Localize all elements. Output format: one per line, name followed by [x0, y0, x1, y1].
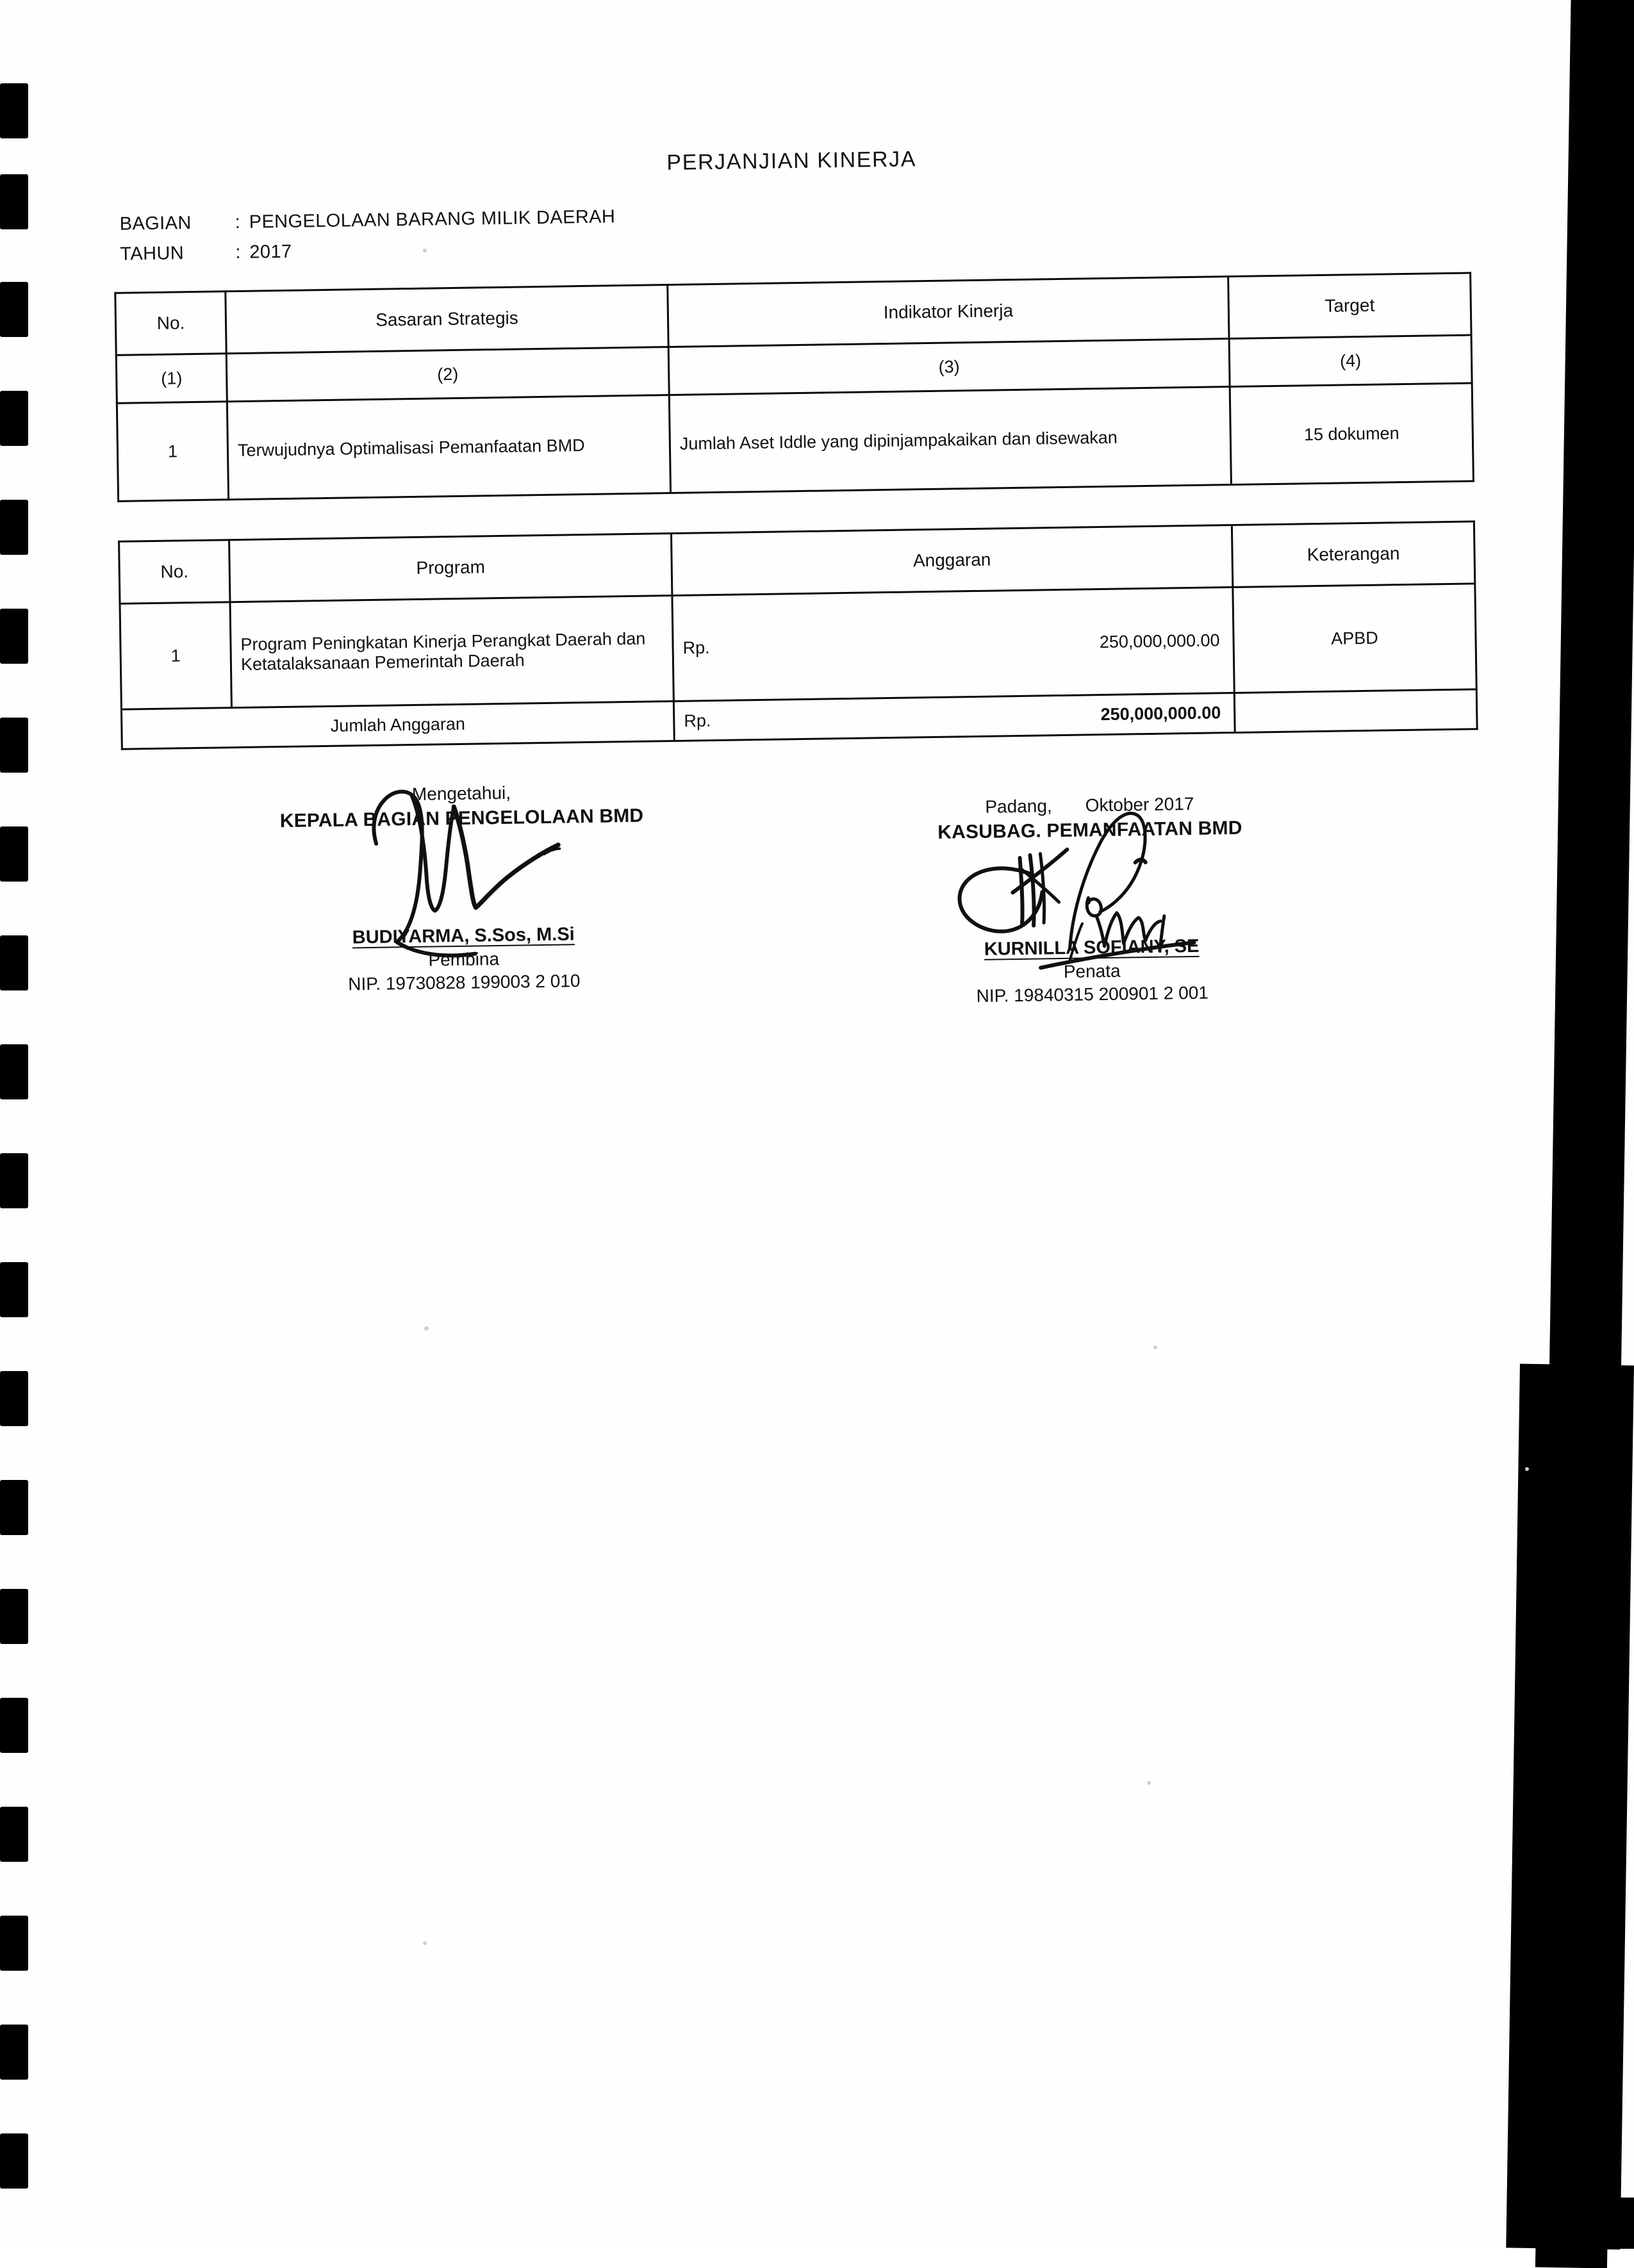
cell-keterangan: APBD [1233, 584, 1476, 693]
meta-row-bagian [119, 206, 615, 234]
budget-table [118, 520, 1478, 750]
signature-rank: Pembina [428, 949, 500, 970]
signature-role: KEPALA BAGIAN PENGELOLAAN BMD [279, 805, 644, 832]
total-label: Jumlah Anggaran [121, 701, 674, 749]
meta-label-bagian: BAGIAN [119, 213, 192, 234]
header-sasaran-strategis: Sasaran Strategis [226, 285, 668, 354]
header-keterangan: Keterangan [1232, 522, 1474, 588]
signature-place: Padang, [985, 796, 1052, 817]
colnum-3: (3) [668, 339, 1230, 395]
amount-value: 250,000,000.00 [1099, 630, 1220, 652]
meta-separator: : [235, 211, 241, 233]
signature-nip: NIP. 19730828 199003 2 010 [347, 971, 581, 994]
signature-ink-area-right [879, 838, 1303, 941]
meta-label-tahun: TAHUN [120, 243, 185, 265]
meta-value-tahun: 2017 [249, 241, 292, 263]
signature-nip: NIP. 19840315 200901 2 001 [976, 982, 1209, 1007]
cell-no: 1 [117, 402, 228, 502]
cell-sasaran-strategis: Terwujudnya Optimalisasi Pemanfaatan BMD [227, 395, 670, 500]
signature-block-right [878, 792, 1304, 1008]
header-target: Target [1228, 273, 1471, 339]
cell-anggaran [672, 588, 1234, 702]
signature-date: Oktober 2017 [1085, 793, 1194, 816]
total-keterangan-empty [1234, 689, 1477, 733]
header-no: No. [115, 292, 226, 356]
total-amount-value: 250,000,000.00 [1100, 703, 1221, 725]
signature-name: BUDIYARMA, S.Sos, M.Si [352, 924, 575, 948]
currency-symbol: Rp. [684, 711, 711, 730]
total-anggaran [673, 693, 1235, 741]
signature-role: KASUBAG. PEMANFAATAN BMD [937, 817, 1242, 843]
meta-value-bagian: PENGELOLAAN BARANG MILIK DAERAH [249, 206, 616, 233]
header-program: Program [229, 533, 672, 602]
colnum-1: (1) [116, 354, 227, 404]
header-indikator-kinerja: Indikator Kinerja [668, 277, 1229, 347]
header-anggaran: Anggaran [671, 525, 1232, 596]
header-no: No. [119, 540, 230, 604]
cell-program: Program Peningkatan Kinerja Perangkat Daerah dan Ketatalaksanaan Pemerintah Daerah [230, 595, 673, 707]
currency-symbol: Rp. [682, 637, 710, 658]
colnum-4: (4) [1229, 335, 1472, 387]
cell-indikator-kinerja: Jumlah Aset Iddle yang dipinjampakaikan dan disewakan [669, 387, 1231, 493]
table-row [120, 584, 1476, 709]
table-row [117, 383, 1473, 501]
signature-preamble: Mengetahui, [411, 782, 511, 805]
signature-place-date [985, 794, 1194, 818]
page-title: PERJANJIAN KINERJA [666, 147, 917, 176]
signature-rank: Penata [1063, 960, 1121, 982]
signature-ink-area-left [251, 826, 675, 929]
signature-name: KURNILLA SOFIANY, SE [984, 935, 1200, 960]
cell-target: 15 dokumen [1230, 383, 1473, 485]
meta-row-tahun [120, 242, 292, 265]
colnum-2: (2) [226, 347, 669, 402]
cell-no: 1 [120, 602, 231, 710]
meta-separator: : [235, 242, 242, 263]
signature-block-left [250, 780, 676, 996]
performance-table [114, 272, 1474, 502]
